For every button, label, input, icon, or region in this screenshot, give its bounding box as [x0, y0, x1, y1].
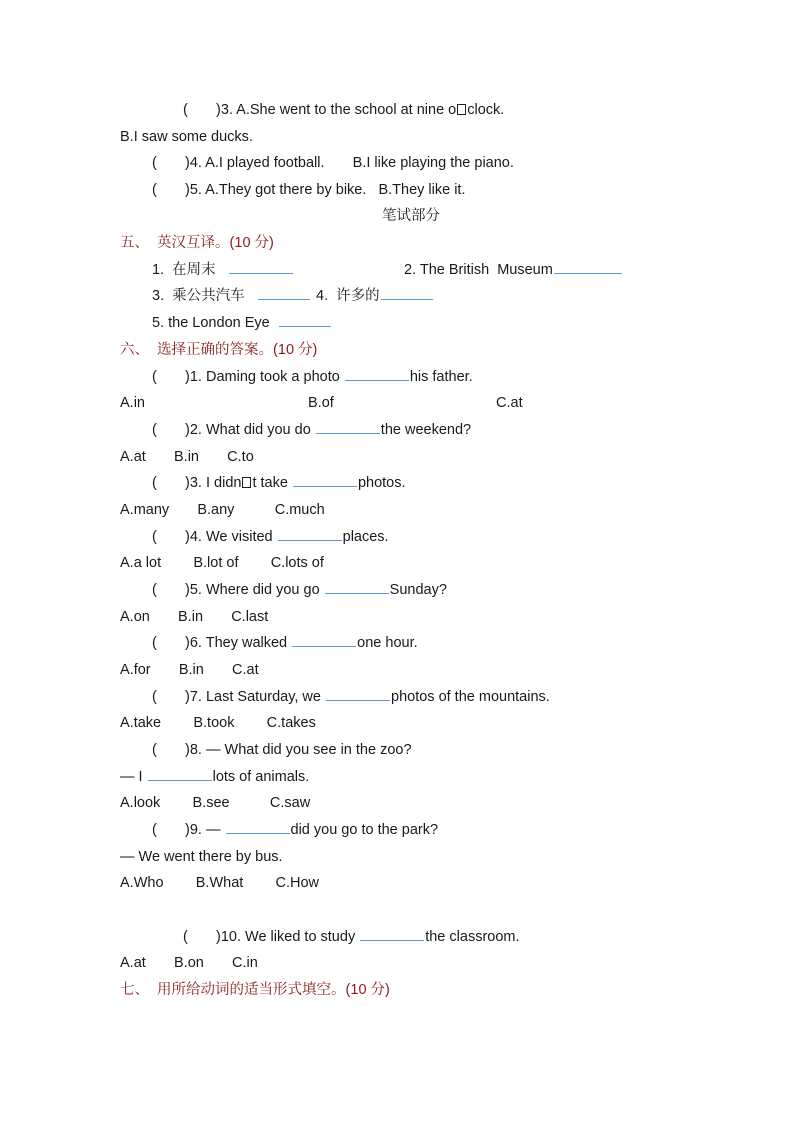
answer-blank[interactable] — [278, 528, 342, 541]
section5-item1: 1. 在周末 — [152, 261, 294, 279]
section5-item2: 2. The British Museum — [404, 261, 623, 279]
answer-blank[interactable] — [258, 287, 310, 300]
section6-q7: ( )7. Last Saturday, we photos of the mountains. — [152, 689, 550, 705]
answer-blank[interactable] — [381, 287, 433, 300]
answer-blank[interactable] — [292, 634, 356, 647]
section5-title: 五、 英汉互译。(10 分) — [120, 235, 274, 251]
section6-q9-answer: — We went there by bus. — [120, 849, 283, 865]
answer-blank[interactable] — [360, 928, 424, 941]
answer-blank[interactable] — [345, 368, 409, 381]
section6-q1-option-b: B.of — [308, 395, 334, 411]
answer-blank[interactable] — [293, 474, 357, 487]
section6-q2-options: A.at B.in C.to — [120, 449, 254, 465]
listening-q3-option-a: ( )3. A.She went to the school at nine o clock. — [183, 102, 505, 118]
answer-blank[interactable] — [279, 314, 331, 327]
section6-q8-options: A.look B.see C.saw — [120, 795, 311, 811]
missing-glyph-box-icon — [457, 104, 466, 115]
section6-q10: ( )10. We liked to study the classroom. — [183, 929, 520, 945]
section6-q1-option-c: C.at — [496, 395, 523, 411]
section6-q10-options: A.at B.on C.in — [120, 955, 258, 971]
section6-q1-option-a: A.in — [120, 395, 145, 411]
section5-item3: 3. 乘公共汽车 — [152, 287, 311, 305]
section6-q4-options: A.a lot B.lot of C.lots of — [120, 555, 324, 571]
section6-q2: ( )2. What did you do the weekend? — [152, 422, 472, 438]
section5-item4: 4. 许多的 — [316, 287, 434, 305]
section6-q9: ( )9. — did you go to the park? — [152, 822, 439, 838]
section6-q5-options: A.on B.in C.last — [120, 609, 269, 625]
section7-title: 七、 用所给动词的适当形式填空。(10 分) — [120, 982, 390, 998]
section6-q3-options: A.many B.any C.much — [120, 502, 325, 518]
section6-q1: ( )1. Daming took a photo his father. — [152, 369, 473, 385]
listening-q3-option-b: B.I saw some ducks. — [120, 129, 253, 145]
section6-q6-options: A.for B.in C.at — [120, 662, 259, 678]
answer-blank[interactable] — [229, 261, 293, 274]
section6-q6: ( )6. They walked one hour. — [152, 635, 418, 651]
section6-q3: ( )3. I didn t take photos. — [152, 475, 406, 491]
section6-q5: ( )5. Where did you go Sunday? — [152, 582, 447, 598]
written-part-title: 笔试部分 — [382, 208, 440, 224]
listening-q4: ( )4. A.I played football. B.I like playing the piano. — [152, 155, 514, 171]
answer-blank[interactable] — [326, 688, 390, 701]
answer-blank[interactable] — [148, 768, 212, 781]
section6-q9-options: A.Who B.What C.How — [120, 875, 320, 891]
missing-glyph-box-icon — [242, 477, 251, 488]
section6-q7-options: A.take B.took C.takes — [120, 715, 316, 731]
section6-q8: ( )8. — What did you see in the zoo? — [152, 742, 412, 758]
answer-blank[interactable] — [554, 261, 622, 274]
answer-blank[interactable] — [316, 421, 380, 434]
section6-q4: ( )4. We visited places. — [152, 529, 389, 545]
answer-blank[interactable] — [325, 581, 389, 594]
section6-q8-answer: — I lots of animals. — [120, 769, 310, 785]
listening-q5: ( )5. A.They got there by bike. B.They like it. — [152, 182, 466, 198]
section5-item5: 5. the London Eye — [152, 314, 332, 332]
section6-title: 六、 选择正确的答案。(10 分) — [120, 342, 318, 358]
answer-blank[interactable] — [226, 821, 290, 834]
